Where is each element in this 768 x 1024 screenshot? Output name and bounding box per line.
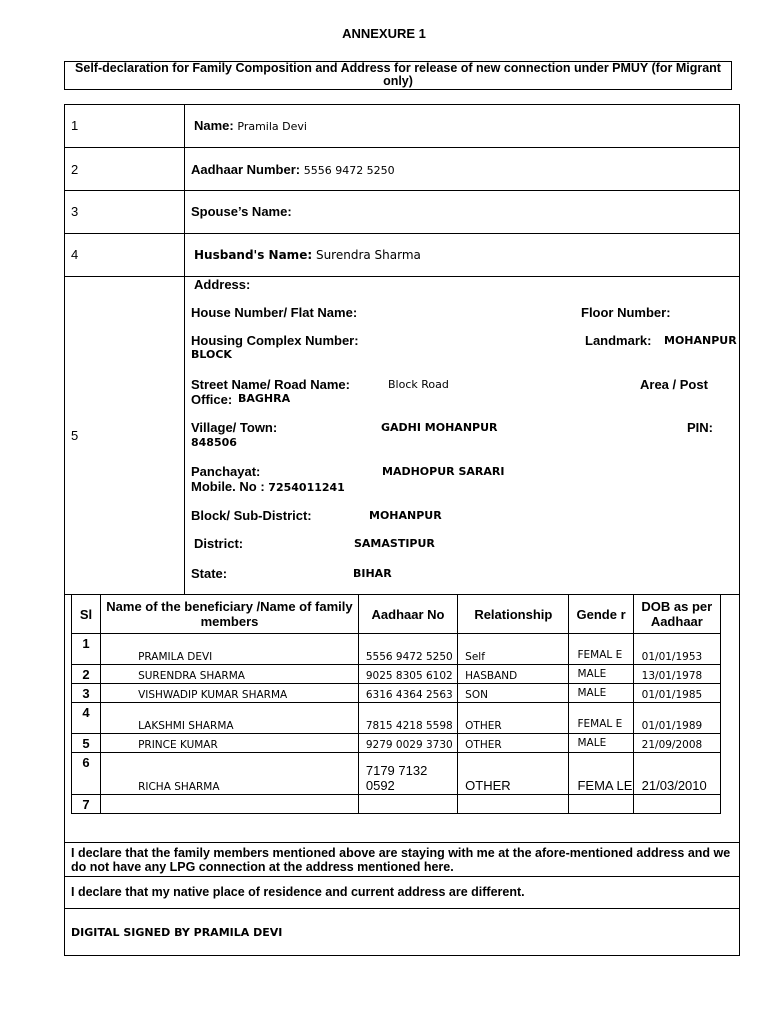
aadhaar-cell: 7179 7132 0592 [358,753,457,795]
annexure-title: ANNEXURE 1 [342,26,426,41]
gender-cell [569,795,633,814]
header-name: Name of the beneficiary /Name of family members [101,595,359,634]
table-row [72,734,721,753]
gender-cell: MALE [569,734,633,753]
relationship-cell: OTHER [458,703,569,734]
dob-cell: 21/03/2010 [633,753,720,795]
header-sl: Sl [72,595,101,634]
spouse-label: Spouse’s Name: [191,204,292,219]
name-cell: LAKSHMI SHARMA [101,703,359,734]
name-value: Pramila Devi [237,120,307,133]
aadhaar-cell [358,795,457,814]
name-cell [101,795,359,814]
digital-signature: DIGITAL SIGNED BY PRAMILA DEVI [71,926,283,939]
row-1-number: 1 [71,118,79,133]
row-divider [64,842,740,843]
sl-cell: 3 [72,684,101,703]
pin-value: 848506 [191,436,237,449]
gender-cell: FEMA LE [569,753,633,795]
relationship-cell: OTHER [458,734,569,753]
name-cell: SURENDRA SHARMA [101,665,359,684]
aadhaar-cell: 7815 4218 5598 [358,703,457,734]
table-row [72,795,721,814]
header-relationship: Relationship [458,595,569,634]
dob-cell: 13/01/1978 [633,665,720,684]
complex-label: Housing Complex Number: [191,333,359,348]
table-row [72,634,721,665]
address-heading: Address: [194,277,251,292]
family-table-body [72,634,721,814]
name-cell: RICHA SHARMA [101,753,359,795]
table-header-row [72,595,721,634]
row-divider [64,233,740,234]
row-divider [64,276,740,277]
relationship-cell: Self [458,634,569,665]
aadhaar-value: 5556 9472 5250 [303,164,395,177]
sl-cell: 4 [72,703,101,734]
column-divider [184,104,185,594]
landmark-value: MOHANPUR [664,334,737,347]
family-declaration: I declare that the family members mentioned above are staying with me at the afore-mentioned address and we do not have any LPG connection at the address mentioned here. [71,846,731,874]
name-cell: PRAMILA DEVI [101,634,359,665]
village-value: GADHI MOHANPUR [381,421,498,434]
table-row [72,753,721,795]
husband-value: Surendra Sharma [315,248,421,262]
name-label: Name: [194,118,234,133]
name-row [194,118,307,133]
aadhaar-row [191,162,395,177]
declaration-title: Self-declaration for Family Composition and Address for release of new connection under PMUY (for Migrant only) [75,61,721,88]
row-divider [64,190,740,191]
header-dob: DOB as per Aadhaar [633,595,720,634]
pin-label: PIN: [687,420,713,435]
mobile-row [191,479,345,494]
row-2-number: 2 [71,162,79,177]
row-4-number: 4 [71,247,79,262]
area-label-cont: Office: [191,392,233,407]
state-label: State: [191,566,228,581]
village-label: Village/ Town: [191,420,278,435]
panchayat-label: Panchayat: [191,464,261,479]
gender-cell: MALE [569,684,633,703]
state-value: BIHAR [353,567,392,580]
area-label: Area / Post [640,377,708,392]
gender-cell: MALE [569,665,633,684]
relationship-cell: SON [458,684,569,703]
landmark-label: Landmark: [585,333,652,348]
header-aadhaar: Aadhaar No [358,595,457,634]
sl-cell: 2 [72,665,101,684]
dob-cell [633,795,720,814]
row-5-number: 5 [71,428,79,443]
district-label: District: [194,536,244,551]
aadhaar-label: Aadhaar Number: [191,162,301,177]
sl-cell: 1 [72,634,101,665]
table-row [72,703,721,734]
landmark-value-cont: BLOCK [191,348,232,361]
form-main-box [64,104,740,956]
street-label: Street Name/ Road Name: [191,377,350,392]
dob-cell: 01/01/1989 [633,703,720,734]
husband-label: Husband's Name: [194,248,313,262]
relationship-cell: HASBAND [458,665,569,684]
header-gender: Gende r [569,595,633,634]
table-row [72,684,721,703]
gender-cell: FEMAL E [569,634,633,665]
row-3-number: 3 [71,204,79,219]
husband-row [194,248,421,262]
table-row [72,665,721,684]
dob-cell: 21/09/2008 [633,734,720,753]
native-declaration: I declare that my native place of residence and current address are different. [71,885,525,899]
spouse-row [191,204,292,219]
relationship-cell [458,795,569,814]
aadhaar-cell: 6316 4364 2563 [358,684,457,703]
mobile-label: Mobile. No : [191,479,265,494]
area-value: BAGHRA [238,392,291,405]
row-divider [64,908,740,909]
panchayat-value: MADHOPUR SARARI [382,465,505,478]
street-value: Block Road [388,378,449,391]
dob-cell: 01/01/1953 [633,634,720,665]
name-cell: VISHWADIP KUMAR SHARMA [101,684,359,703]
house-label: House Number/ Flat Name: [191,305,358,320]
block-label: Block/ Sub-District: [191,508,312,523]
name-cell: PRINCE KUMAR [101,734,359,753]
relationship-cell: OTHER [458,753,569,795]
sl-cell: 7 [72,795,101,814]
aadhaar-cell: 9279 0029 3730 [358,734,457,753]
sl-cell: 6 [72,753,101,795]
row-divider [64,147,740,148]
mobile-value: 7254011241 [268,481,345,494]
block-value: MOHANPUR [369,509,442,522]
floor-label: Floor Number: [581,305,671,320]
dob-cell: 01/01/1985 [633,684,720,703]
aadhaar-cell: 9025 8305 6102 [358,665,457,684]
aadhaar-cell: 5556 9472 5250 [358,634,457,665]
row-divider [64,876,740,877]
family-members-table [71,594,721,814]
gender-cell: FEMAL E [569,703,633,734]
district-value: SAMASTIPUR [354,537,435,550]
sl-cell: 5 [72,734,101,753]
